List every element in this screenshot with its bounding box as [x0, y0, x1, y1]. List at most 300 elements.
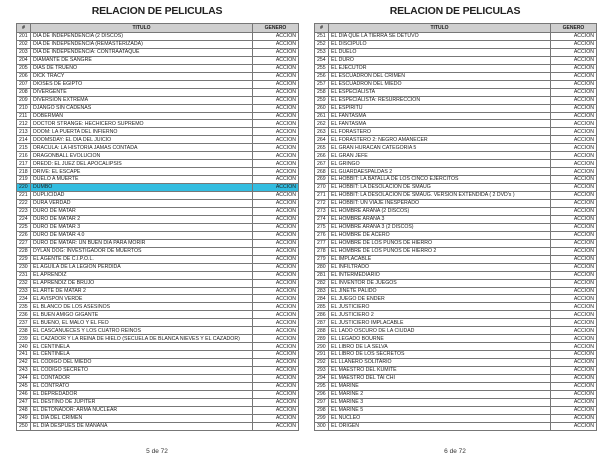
row-number: 269 [315, 176, 329, 184]
row-title: EL INVENTOR DE JUEGOS [329, 279, 551, 287]
table-row [17, 271, 299, 279]
row-number: 246 [17, 390, 31, 398]
row-title: EL IMPLACABLE [329, 255, 551, 263]
row-number: 232 [17, 279, 31, 287]
row-title: EL ESPECIALISTA: RESURRECCION [329, 96, 551, 104]
row-title: EL JUSTICIERO IMPLACABLE [329, 319, 551, 327]
row-number: 272 [315, 200, 329, 208]
row-number: 212 [17, 120, 31, 128]
table-row [17, 374, 299, 382]
table-row [17, 144, 299, 152]
row-genre: ACCION [253, 351, 299, 359]
row-title: DIVERSION EXTREMA [31, 96, 253, 104]
column-header-genre: GENERO [253, 24, 299, 33]
table-row [17, 295, 299, 303]
row-genre: ACCION [253, 64, 299, 72]
row-genre: ACCION [253, 48, 299, 56]
row-title: EL CODIGO SECRETO [31, 367, 253, 375]
row-title: DURA VERDAD [31, 200, 253, 208]
row-genre: ACCION [253, 40, 299, 48]
row-title: EL FORASTERO [329, 128, 551, 136]
row-title: DRIVE: EL ESCAPE [31, 168, 253, 176]
row-title: EL FANTASMA [329, 120, 551, 128]
row-title: EL INTERMEDIARIO [329, 271, 551, 279]
row-title: EL AVISPON VERDE [31, 295, 253, 303]
row-number: 289 [315, 335, 329, 343]
table-row [315, 160, 597, 168]
row-title: DURO DE MATAR 3 [31, 223, 253, 231]
row-number: 264 [315, 136, 329, 144]
row-number: 247 [17, 398, 31, 406]
row-title: EL EJECUTOR [329, 64, 551, 72]
row-title: EL JUEGO DE ENDER [329, 295, 551, 303]
row-title: EL MARINE [329, 382, 551, 390]
page-number: 6 de 72 [444, 448, 466, 455]
row-title: DIVERGENTE [31, 88, 253, 96]
row-title: EL APRENDIZ DE BRUJO [31, 279, 253, 287]
table-row [315, 80, 597, 88]
row-title: DJANGO SIN CADENAS [31, 104, 253, 112]
row-number: 260 [315, 104, 329, 112]
row-title: EL FANTASMA [329, 112, 551, 120]
table-row [17, 335, 299, 343]
row-genre: ACCION [253, 80, 299, 88]
table-row [17, 72, 299, 80]
row-genre: ACCION [551, 104, 597, 112]
table-row [17, 184, 299, 192]
row-title: DURO DE MATAR 4.0 [31, 231, 253, 239]
row-title: DURO DE MATAR: UN BUEN DIA PARA MORIR [31, 239, 253, 247]
row-number: 300 [315, 422, 329, 430]
row-title: EL ESPIRITU [329, 104, 551, 112]
row-number: 236 [17, 311, 31, 319]
row-number: 262 [315, 120, 329, 128]
row-genre: ACCION [253, 33, 299, 41]
row-number: 234 [17, 295, 31, 303]
table-row [315, 303, 597, 311]
row-number: 293 [315, 367, 329, 375]
row-title: DRAGONBALL EVOLUCION [31, 152, 253, 160]
table-body [315, 33, 597, 431]
row-number: 206 [17, 72, 31, 80]
row-genre: ACCION [551, 223, 597, 231]
column-header-number: # [315, 24, 329, 33]
row-genre: ACCION [253, 72, 299, 80]
table-row [315, 398, 597, 406]
row-title: EL DUELO [329, 48, 551, 56]
table-row [17, 359, 299, 367]
row-number: 208 [17, 88, 31, 96]
row-genre: ACCION [551, 48, 597, 56]
row-number: 210 [17, 104, 31, 112]
row-genre: ACCION [551, 271, 597, 279]
row-genre: ACCION [551, 184, 597, 192]
page-title: RELACION DE PELICULAS [91, 5, 223, 17]
row-number: 252 [315, 40, 329, 48]
table-row [315, 56, 597, 64]
row-title: EL HOBBIT: LA BATALLA DE LOS CINCO EJERCITOS [329, 176, 551, 184]
table-row [315, 295, 597, 303]
row-genre: ACCION [253, 422, 299, 430]
row-number: 230 [17, 263, 31, 271]
row-title: DIA DE INDEPENDENCIA (REMASTERIZADA) [31, 40, 253, 48]
row-title: EL MARINE 5 [329, 406, 551, 414]
row-number: 216 [17, 152, 31, 160]
row-genre: ACCION [551, 279, 597, 287]
row-genre: ACCION [551, 398, 597, 406]
row-title: EL GRAN HURACAN CATEGORIA 5 [329, 144, 551, 152]
row-number: 285 [315, 303, 329, 311]
table-row [17, 255, 299, 263]
row-number: 237 [17, 319, 31, 327]
table-row [315, 120, 597, 128]
row-title: EL AGUILA DE LA LEGION PERDIDA [31, 263, 253, 271]
row-genre: ACCION [551, 80, 597, 88]
row-number: 207 [17, 80, 31, 88]
table-row [17, 422, 299, 430]
row-number: 204 [17, 56, 31, 64]
table-row [17, 104, 299, 112]
row-number: 243 [17, 367, 31, 375]
table-row [17, 215, 299, 223]
table-row [315, 136, 597, 144]
row-title: DOBERMAN [31, 112, 253, 120]
row-number: 294 [315, 374, 329, 382]
row-genre: ACCION [253, 295, 299, 303]
row-title: EL GUARDAESPALDAS 2 [329, 168, 551, 176]
table-row [17, 56, 299, 64]
row-number: 271 [315, 192, 329, 200]
row-genre: ACCION [253, 128, 299, 136]
row-number: 297 [315, 398, 329, 406]
row-number: 225 [17, 223, 31, 231]
row-number: 245 [17, 382, 31, 390]
table-row [315, 414, 597, 422]
row-genre: ACCION [253, 406, 299, 414]
row-number: 276 [315, 231, 329, 239]
row-number: 253 [315, 48, 329, 56]
row-title: EL MAESTRO DEL TAI CHI [329, 374, 551, 382]
table-row [315, 207, 597, 215]
row-title: EL LIBRO DE LA SELVA [329, 343, 551, 351]
table-row [315, 374, 597, 382]
table-row [17, 279, 299, 287]
row-genre: ACCION [253, 215, 299, 223]
row-number: 288 [315, 327, 329, 335]
row-title: EL ARTE DE MATAR 2 [31, 287, 253, 295]
row-number: 280 [315, 263, 329, 271]
row-title: EL JUSTICIERO 2 [329, 311, 551, 319]
row-genre: ACCION [253, 144, 299, 152]
row-title: EL CONTADOR [31, 374, 253, 382]
row-genre: ACCION [551, 422, 597, 430]
row-title: EL HOMBRE ARAÑA 3 (2 DISCOS) [329, 223, 551, 231]
row-genre: ACCION [253, 176, 299, 184]
row-genre: ACCION [253, 247, 299, 255]
row-genre: ACCION [551, 335, 597, 343]
row-title: DYLAN DOG: INVESTIGADOR DE MUERTOS [31, 247, 253, 255]
row-title: EL HOMBRE DE LOS PUÑOS DE HIERRO 2 [329, 247, 551, 255]
row-genre: ACCION [253, 160, 299, 168]
row-number: 274 [315, 215, 329, 223]
table-row [17, 367, 299, 375]
row-genre: ACCION [253, 255, 299, 263]
row-genre: ACCION [253, 192, 299, 200]
row-genre: ACCION [551, 200, 597, 208]
column-header-title: TITULO [31, 24, 253, 33]
movie-table [314, 23, 597, 431]
row-genre: ACCION [253, 398, 299, 406]
table-row [17, 303, 299, 311]
row-number: 211 [17, 112, 31, 120]
row-number: 282 [315, 279, 329, 287]
row-number: 266 [315, 152, 329, 160]
row-title: EL HOMBRE DE LOS PUÑOS DE HIERRO [329, 239, 551, 247]
row-genre: ACCION [551, 136, 597, 144]
row-number: 222 [17, 200, 31, 208]
row-number: 201 [17, 33, 31, 41]
row-number: 284 [315, 295, 329, 303]
page-6 [314, 0, 596, 455]
table-row [315, 104, 597, 112]
row-genre: ACCION [253, 104, 299, 112]
row-number: 214 [17, 136, 31, 144]
row-genre: ACCION [551, 207, 597, 215]
table-row [17, 406, 299, 414]
movie-table [16, 23, 299, 431]
row-title: EL DIA QUE LA TIERRA SE DETUVO [329, 33, 551, 41]
row-genre: ACCION [551, 367, 597, 375]
row-title: EL BUENO, EL MALO Y EL FEO [31, 319, 253, 327]
row-genre: ACCION [253, 335, 299, 343]
row-title: EL CONTRATO [31, 382, 253, 390]
table-row [17, 192, 299, 200]
row-genre: ACCION [551, 382, 597, 390]
row-genre: ACCION [253, 374, 299, 382]
table-row [315, 311, 597, 319]
row-title: EL CODIGO DEL MIEDO [31, 359, 253, 367]
table-row [17, 48, 299, 56]
row-title: EL ORIGEN [329, 422, 551, 430]
row-genre: ACCION [551, 343, 597, 351]
table-row [17, 311, 299, 319]
row-genre: ACCION [551, 359, 597, 367]
table-row [17, 152, 299, 160]
row-title: EL AGENTE DE C.I.P.O.L. [31, 255, 253, 263]
row-genre: ACCION [253, 327, 299, 335]
table-row [17, 112, 299, 120]
row-title: EL DETONADOR: ARMA NUCLEAR [31, 406, 253, 414]
row-number: 239 [17, 335, 31, 343]
row-title: EL GRAN JEFE [329, 152, 551, 160]
row-number: 291 [315, 351, 329, 359]
table-row [315, 64, 597, 72]
row-title: EL NUCLEO [329, 414, 551, 422]
row-number: 248 [17, 406, 31, 414]
row-genre: ACCION [551, 128, 597, 136]
row-number: 254 [315, 56, 329, 64]
row-number: 226 [17, 231, 31, 239]
table-row [17, 263, 299, 271]
row-title: DURO DE MATAR [31, 207, 253, 215]
table-row [315, 255, 597, 263]
table-row [315, 152, 597, 160]
table-row [315, 144, 597, 152]
row-genre: ACCION [551, 176, 597, 184]
row-number: 228 [17, 247, 31, 255]
row-genre: ACCION [253, 311, 299, 319]
row-title: EL JUSTICIERO [329, 303, 551, 311]
table-row [315, 231, 597, 239]
table-row [315, 215, 597, 223]
row-number: 244 [17, 374, 31, 382]
row-number: 292 [315, 359, 329, 367]
row-title: EL JINETE PALIDO [329, 287, 551, 295]
table-row [17, 88, 299, 96]
row-genre: ACCION [551, 287, 597, 295]
table-row [315, 382, 597, 390]
table-row [17, 327, 299, 335]
row-number: 286 [315, 311, 329, 319]
table-row [315, 48, 597, 56]
row-genre: ACCION [551, 96, 597, 104]
row-genre: ACCION [253, 271, 299, 279]
row-title: EL ESPECIALISTA [329, 88, 551, 96]
table-row [315, 33, 597, 41]
row-title: EL GRINGO [329, 160, 551, 168]
row-title: DOCTOR STRANGE: HECHICERO SUPREMO [31, 120, 253, 128]
row-genre: ACCION [551, 56, 597, 64]
row-number: 250 [17, 422, 31, 430]
row-number: 287 [315, 319, 329, 327]
row-number: 209 [17, 96, 31, 104]
table-row [315, 359, 597, 367]
row-genre: ACCION [551, 231, 597, 239]
table-row [315, 263, 597, 271]
table-row [315, 184, 597, 192]
row-number: 265 [315, 144, 329, 152]
row-genre: ACCION [551, 192, 597, 200]
table-row [17, 200, 299, 208]
row-genre: ACCION [253, 382, 299, 390]
row-number: 275 [315, 223, 329, 231]
row-title: DIAMANTE DE SANGRE [31, 56, 253, 64]
row-genre: ACCION [253, 367, 299, 375]
row-genre: ACCION [253, 263, 299, 271]
row-genre: ACCION [253, 390, 299, 398]
table-row [315, 200, 597, 208]
row-genre: ACCION [551, 263, 597, 271]
row-genre: ACCION [551, 160, 597, 168]
row-number: 241 [17, 351, 31, 359]
row-number: 215 [17, 144, 31, 152]
row-genre: ACCION [253, 343, 299, 351]
row-number: 256 [315, 72, 329, 80]
row-number: 231 [17, 271, 31, 279]
row-title: EL HOBBIT: LA DESOLACION DE SMAUG. VERSION EXTENDIDA ( 2 DVD's ) [329, 192, 551, 200]
row-genre: ACCION [253, 136, 299, 144]
table-row [315, 192, 597, 200]
row-number: 219 [17, 176, 31, 184]
row-number: 299 [315, 414, 329, 422]
row-number: 259 [315, 96, 329, 104]
table-row [17, 207, 299, 215]
row-genre: ACCION [551, 247, 597, 255]
table-row [17, 351, 299, 359]
row-number: 202 [17, 40, 31, 48]
table-header-row [315, 24, 597, 33]
row-title: EL DIA DEL CRIMEN [31, 414, 253, 422]
row-number: 233 [17, 287, 31, 295]
row-title: EL CASCANUECES Y LOS CUATRO REINOS [31, 327, 253, 335]
table-row [315, 279, 597, 287]
row-genre: ACCION [551, 64, 597, 72]
table-row [315, 422, 597, 430]
row-title: EL BLANCO DE LOS ASESINOS [31, 303, 253, 311]
row-genre: ACCION [551, 374, 597, 382]
table-row [17, 247, 299, 255]
row-number: 296 [315, 390, 329, 398]
table-row [17, 398, 299, 406]
row-number: 224 [17, 215, 31, 223]
row-genre: ACCION [253, 152, 299, 160]
row-genre: ACCION [253, 239, 299, 247]
table-row [17, 33, 299, 41]
row-number: 238 [17, 327, 31, 335]
column-header-genre: GENERO [551, 24, 597, 33]
row-number: 223 [17, 207, 31, 215]
row-genre: ACCION [551, 33, 597, 41]
row-title: DIAS DE TRUENO [31, 64, 253, 72]
row-title: EL ESCUADRON DEL CRIMEN [329, 72, 551, 80]
table-row [315, 88, 597, 96]
row-title: DUPLICIDAD [31, 192, 253, 200]
row-number: 290 [315, 343, 329, 351]
table-row [315, 343, 597, 351]
table-row [315, 271, 597, 279]
row-number: 273 [315, 207, 329, 215]
table-row [17, 343, 299, 351]
row-genre: ACCION [551, 144, 597, 152]
row-number: 283 [315, 287, 329, 295]
row-genre: ACCION [253, 200, 299, 208]
table-row [315, 176, 597, 184]
row-genre: ACCION [253, 184, 299, 192]
row-number: 221 [17, 192, 31, 200]
table-row [315, 335, 597, 343]
table-row [17, 64, 299, 72]
row-genre: ACCION [551, 72, 597, 80]
row-number: 281 [315, 271, 329, 279]
row-genre: ACCION [551, 319, 597, 327]
table-row [315, 239, 597, 247]
table-row [315, 223, 597, 231]
row-number: 213 [17, 128, 31, 136]
page-title: RELACION DE PELICULAS [389, 5, 521, 17]
column-header-number: # [17, 24, 31, 33]
row-title: DRACULA: LA HISTORIA JAMAS CONTADA [31, 144, 253, 152]
row-number: 270 [315, 184, 329, 192]
row-genre: ACCION [551, 311, 597, 319]
row-number: 257 [315, 80, 329, 88]
row-title: EL MARINE 2 [329, 390, 551, 398]
row-number: 261 [315, 112, 329, 120]
row-title: EL DIA DESPUES DE MAÑANA [31, 422, 253, 430]
row-title: DURO DE MATAR 2 [31, 215, 253, 223]
row-genre: ACCION [551, 88, 597, 96]
row-title: EL LIBRO DE LOS SECRETOS [329, 351, 551, 359]
table-row [315, 367, 597, 375]
